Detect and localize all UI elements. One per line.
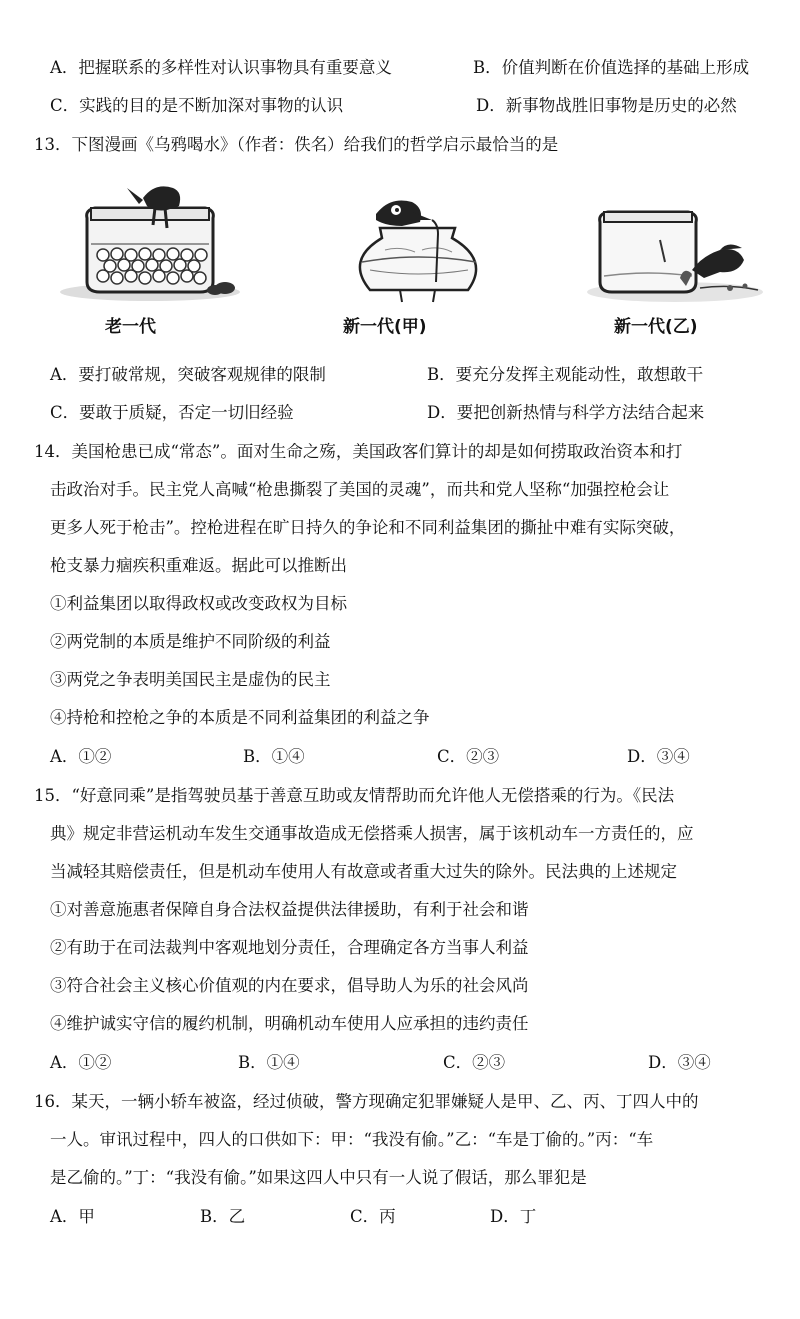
q15-item-4: ④维护诚实守信的履约机制，明确机动车使用人应承担的违约责任: [50, 1014, 529, 1033]
q12-option-c: C．实践的目的是不断加深对事物的认识: [50, 96, 344, 115]
q14-option-c: C．②③: [437, 747, 500, 766]
q13-option-a: A．要打破常规，突破客观规律的限制: [50, 365, 326, 384]
q16-option-c: C．丙: [350, 1207, 396, 1226]
cartoon-old-generation: [55, 180, 245, 305]
cartoon-caption-new-a: 新一代(甲): [343, 317, 427, 337]
q15-stem-line-2: 典》规定非营运机动车发生交通事故造成无偿搭乘人损害，属于该机动车一方责任的，应: [50, 824, 694, 843]
q14-stem-line-4: 枪支暴力痼疾积重难返。据此可以推断出: [50, 556, 347, 575]
q14-option-a: A．①②: [50, 747, 112, 766]
q14-stem-line-1: 14．美国枪患已成“常态”。面对生命之殇，美国政客们算计的却是如何捞取政治资本和打: [34, 442, 683, 461]
q13-stem: 13．下图漫画《乌鸦喝水》（作者：佚名）给我们的哲学启示最恰当的是: [34, 135, 559, 154]
q15-stem-line-1: 15．“好意同乘”是指驾驶员基于善意互助或友情帮助而允许他人无偿搭乘的行为。《民法: [34, 786, 675, 805]
q14-option-d: D．③④: [627, 747, 690, 766]
q15-item-2: ②有助于在司法裁判中客观地划分责任，合理确定各方当事人利益: [50, 938, 529, 957]
q14-stem-line-3: 更多人死于枪击”。控枪进程在旷日持久的争论和不同利益集团的撕扯中难有实际突破，: [50, 518, 686, 537]
q16-stem-line-3: 是乙偷的。”丁：“我没有偷。”如果这四人中只有一人说了假话，那么罪犯是: [50, 1168, 587, 1187]
cartoon-new-generation-b: [580, 200, 765, 305]
q12-option-a: A．把握联系的多样性对认识事物具有重要意义: [50, 58, 392, 77]
cartoon-new-generation-a: [340, 190, 495, 305]
q16-stem-line-2: 一人。审讯过程中，四人的口供如下：甲：“我没有偷。”乙：“车是丁偷的。”丙：“车: [50, 1130, 654, 1149]
q16-option-a: A．甲: [50, 1207, 95, 1226]
q15-option-d: D．③④: [648, 1053, 711, 1072]
q14-item-1: ①利益集团以取得政权或改变政权为目标: [50, 594, 347, 613]
cartoon-caption-old: 老一代: [105, 317, 156, 337]
q15-option-a: A．①②: [50, 1053, 112, 1072]
q14-option-b: B．①④: [243, 747, 305, 766]
q15-stem-line-3: 当减轻其赔偿责任，但是机动车使用人有故意或者重大过失的除外。民法典的上述规定: [50, 862, 677, 881]
q15-option-b: B．①④: [238, 1053, 300, 1072]
q13-option-b: B．要充分发挥主观能动性，敢想敢干: [427, 365, 704, 384]
q16-option-b: B．乙: [200, 1207, 246, 1226]
q15-option-c: C．②③: [443, 1053, 506, 1072]
q12-option-d: D．新事物战胜旧事物是历史的必然: [476, 96, 737, 115]
q15-item-3: ③符合社会主义核心价值观的内在要求，倡导助人为乐的社会风尚: [50, 976, 529, 995]
q15-item-1: ①对善意施惠者保障自身合法权益提供法律援助，有利于社会和谐: [50, 900, 529, 919]
cartoon-caption-new-b: 新一代(乙): [614, 317, 698, 337]
q16-stem-line-1: 16．某天，一辆小轿车被盗，经过侦破，警方现确定犯罪嫌疑人是甲、乙、丙、丁四人中的: [34, 1092, 699, 1111]
q13-option-d: D．要把创新热情与科学方法结合起来: [427, 403, 705, 422]
q16-option-d: D．丁: [490, 1207, 537, 1226]
q13-option-c: C．要敢于质疑，否定一切旧经验: [50, 403, 294, 422]
q14-item-4: ④持枪和控枪之争的本质是不同利益集团的利益之争: [50, 708, 430, 727]
q12-option-b: B．价值判断在价值选择的基础上形成: [473, 58, 750, 77]
q14-item-2: ②两党制的本质是维护不同阶级的利益: [50, 632, 331, 651]
q14-stem-line-2: 击政治对手。民主党人高喊“枪患撕裂了美国的灵魂”，而共和党人坚称“加强控枪会让: [50, 480, 670, 499]
q14-item-3: ③两党之争表明美国民主是虚伪的民主: [50, 670, 331, 689]
